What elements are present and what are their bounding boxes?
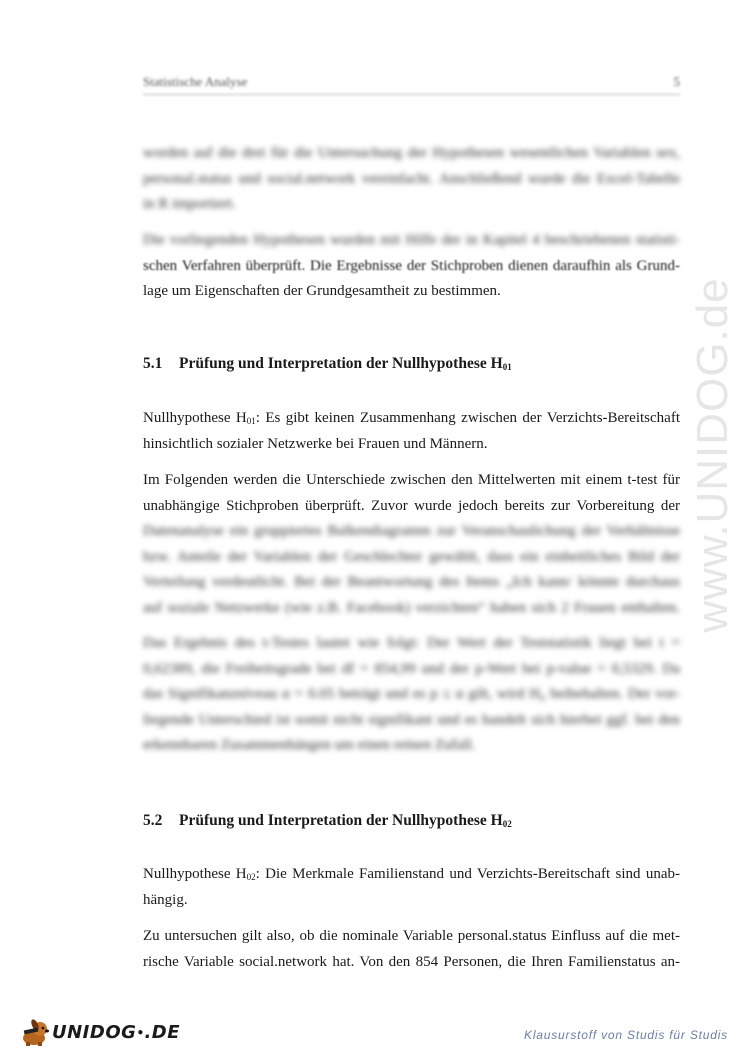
- method-paragraph-1: [143, 468, 680, 621]
- text-line: bzw. Anteile der Variablen der Geschlechter gewählt, dass ein einheitliches Bild der: [143, 548, 680, 565]
- text-line: [143, 406, 680, 432]
- section-title: Prüfung und Interpretation der Nullhypothese H: [179, 812, 503, 829]
- title-subscript: 02: [502, 819, 512, 829]
- title-subscript: 01: [502, 362, 512, 372]
- text-line: 0,62389, die Freiheitsgrade bei df = 854,99 und der p-Wert bei p-value = 0,5329. Da: [143, 660, 680, 677]
- hypothesis-subscript: 02: [246, 872, 256, 882]
- blurred-text-block: [143, 519, 680, 621]
- running-header: [143, 72, 680, 95]
- dog-mascot-icon: [18, 1017, 52, 1047]
- unidog-logo[interactable]: [18, 1017, 180, 1047]
- text-line: hinsichtlich sozialer Netzwerke bei Frauen und Männern.: [143, 435, 488, 452]
- watermark: www.UNIDOG.de: [688, 277, 737, 633]
- intro-paragraph-2: [143, 228, 680, 305]
- text-line: erkennbaren Zusammenhängen um einen reinen Zufall.: [143, 737, 476, 753]
- footer-slogan: Klausurstoff von Studis für Studis: [524, 1028, 728, 1042]
- hypothesis-label: Nullhypothese H: [143, 866, 247, 882]
- text-line: [143, 862, 680, 888]
- logo-domain: .DE: [144, 1021, 181, 1043]
- text-line: personal.status und social.network vereinfacht. Anschließend wurde die Excel-Tabelle: [143, 170, 680, 187]
- text-line: Die vorliegenden Hypothesen wurden mit Hilfe der in Kapitel 4 beschriebenen statisti-: [143, 232, 680, 248]
- intro-paragraph-1: [143, 141, 680, 218]
- text-line: unabhängige Stichproben überprüft. Zuvor wurde jedoch bereits zur Vorbereitung der: [143, 497, 680, 514]
- running-title: Statistische Analyse: [143, 74, 248, 89]
- hypothesis-statement-2: [143, 862, 680, 913]
- text-line: Das Ergebnis des t-Testes lautet wie folgt: Der Wert der Teststatistik liegt bei t =: [143, 635, 680, 651]
- text-line: worden auf die drei für die Untersuchung der Hypothesen wesentlichen Variablen sex,: [143, 145, 680, 161]
- text-line: Datenanalyse ein gruppiertes Balkendiagramm zur Veranschaulichung der Verhältnisse: [143, 523, 680, 539]
- section-number: 5.2: [143, 812, 163, 829]
- hypothesis-text: : Es gibt keinen Zusammenhang zwischen der Verzichts-Bereitschaft: [255, 410, 680, 426]
- text-line: lage um Eigenschaften der Grundgesamtheit zu bestimmen.: [143, 283, 501, 299]
- text-line: Im Folgenden werden die Unterschiede zwischen den Mittelwerten mit einem t-test für: [143, 472, 680, 488]
- logo-text: UNIDOG: [52, 1021, 137, 1043]
- hypothesis-text: : Die Merkmale Familienstand und Verzichts-Bereitschaft sind unab-: [255, 866, 680, 882]
- method-paragraph-2: [143, 924, 680, 975]
- text-line: hängig.: [143, 891, 188, 908]
- text-line: Verteilung verdeutlicht. Bei der Beantwortung des Items „Ich kann/ könnte durchaus: [143, 574, 680, 590]
- text-line: auf soziale Netzwerke (wie z.B. Facebook) verzichten“ haben sich 2 Frauen enthalten.: [143, 599, 680, 616]
- text-line: das Signifikanzniveau α = 0.05 beträgt und es p ≤ α gilt, wird H₀ beibehalten. Der vor-: [143, 686, 680, 702]
- section-heading-5-2: [143, 812, 680, 830]
- text-line: rische Variable social.network hat. Von den 854 Personen, die Ihren Familienstatus an-: [143, 953, 680, 970]
- page-number: 5: [673, 74, 680, 89]
- text-line: schen Verfahren überprüft. Die Ergebnisse der Stichproben dienen daraufhin als Grund-: [143, 257, 680, 274]
- section-title: Prüfung und Interpretation der Nullhypothese H: [179, 355, 503, 372]
- text-line: liegende Unterschied ist somit nicht signifikant und es handelt sich hierbei ggf. bei den: [143, 711, 680, 728]
- result-paragraph-1: [143, 631, 680, 759]
- section-number: 5.1: [143, 355, 163, 372]
- section-heading-5-1: [143, 355, 680, 373]
- hypothesis-statement-1: [143, 406, 680, 457]
- hypothesis-subscript: 01: [246, 416, 256, 426]
- paw-icon: ●: [137, 1026, 144, 1038]
- text-line: in R importiert.: [143, 196, 236, 212]
- text-line: Zu untersuchen gilt also, ob die nominale Variable personal.status Einfluss auf die met-: [143, 928, 680, 944]
- hypothesis-label: Nullhypothese H: [143, 410, 247, 426]
